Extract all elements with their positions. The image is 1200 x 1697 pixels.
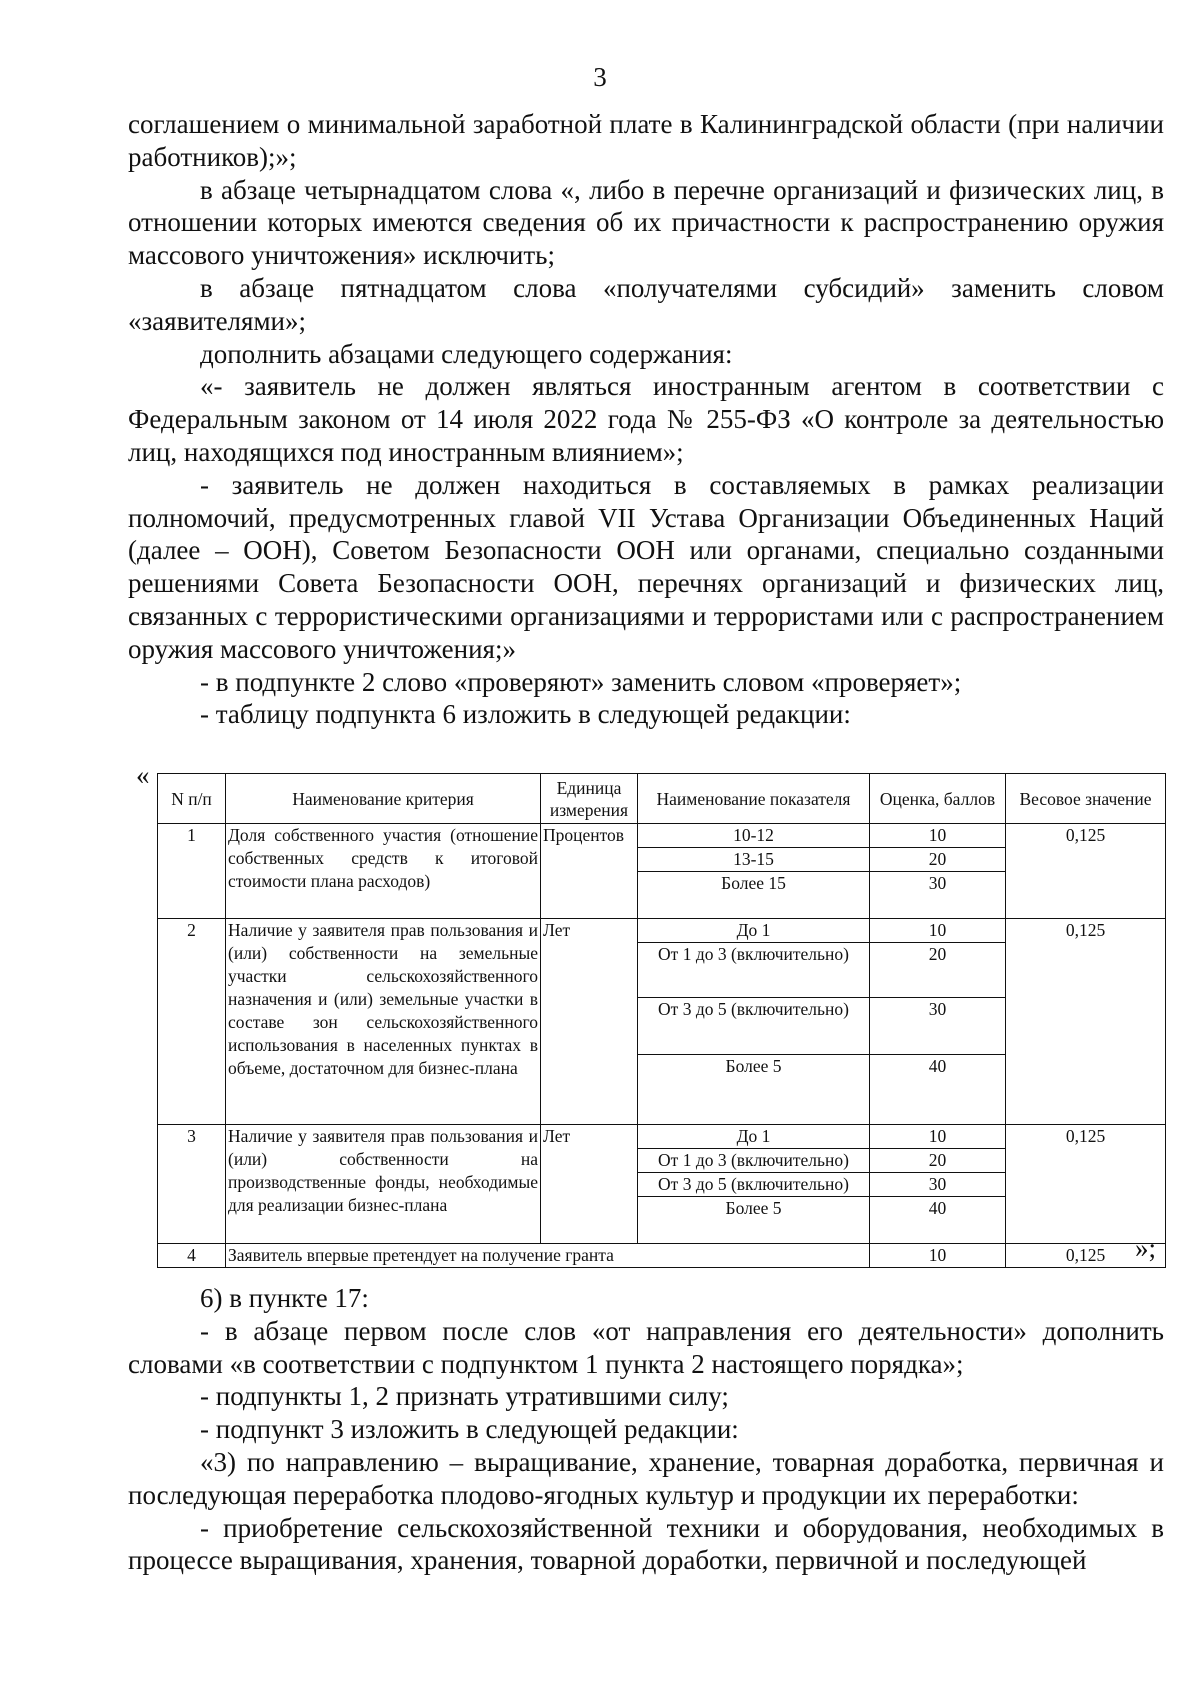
indicator-score: 20: [870, 848, 1006, 872]
paragraph: дополнить абзацами следующего содержания:: [200, 338, 733, 369]
indicator-score: 30: [870, 998, 1006, 1055]
paragraph: 6) в пункте 17:: [200, 1283, 369, 1313]
paragraph: - подпункты 1, 2 признать утратившими силу;: [200, 1381, 729, 1412]
indicator-name: От 3 до 5 (включительно): [638, 998, 870, 1055]
paragraph: - в абзаце первом после слов «от направления его деятельности» дополнить словами «в соответствии с подпунктом 1 пункта 2 настоящего порядка»;: [128, 1315, 1164, 1379]
row-unit: Лет: [541, 919, 638, 1125]
indicator-name: От 3 до 5 (включительно): [638, 1173, 870, 1197]
criteria-table: [157, 773, 1166, 1268]
table-row: [158, 919, 1166, 943]
row-number: 2: [158, 919, 226, 1125]
header-indicator: Наименование показателя: [638, 774, 870, 824]
paragraph: - в подпункте 2 слово «проверяют» заменить словом «проверяет»;: [200, 666, 962, 697]
row-criterion: Заявитель впервые претендует на получение гранта: [226, 1244, 870, 1268]
header-number: N п/п: [158, 774, 226, 824]
indicator-score: 20: [870, 1149, 1006, 1173]
page-number: 3: [593, 62, 607, 92]
indicator-name: От 1 до 3 (включительно): [638, 943, 870, 998]
row-unit: Процентов: [541, 824, 638, 919]
quote-open: «: [136, 760, 150, 790]
indicator-score: 30: [870, 872, 1006, 919]
indicator-score: 10: [870, 1125, 1006, 1149]
header-criterion: Наименование критерия: [226, 774, 541, 824]
header-unit: Единица измерения: [541, 774, 638, 824]
row-weight: 0,125: [1006, 824, 1166, 919]
paragraph: «3) по направлению – выращивание, хранение, товарная доработка, первичная и последующая переработка плодово-ягодных культур и продукции их переработки:: [128, 1446, 1164, 1510]
table-row: [158, 1244, 1166, 1268]
row-criterion: Наличие у заявителя прав пользования и (или) собственности на производственные фонды, необходимые для реализации бизнес-плана: [226, 1125, 541, 1244]
paragraph: - подпункт 3 изложить в следующей редакции:: [200, 1414, 739, 1445]
row-number: 3: [158, 1125, 226, 1244]
header-weight: Весовое значение: [1006, 774, 1166, 824]
indicator-name: Более 5: [638, 1055, 870, 1125]
indicator-name: 10-12: [638, 824, 870, 848]
row-criterion: Наличие у заявителя прав пользования и (или) собственности на земельные участки сельскохозяйственного назначения и (или) земельные участки в составе зон сельскохозяйственного использования в населенных пунктах в объеме, достаточном для бизнес-плана: [226, 919, 541, 1125]
indicator-score: 40: [870, 1055, 1006, 1125]
header-score: Оценка, баллов: [870, 774, 1006, 824]
row-number: 4: [158, 1244, 226, 1268]
paragraph: «- заявитель не должен являться иностранным агентом в соответствии с Федеральным законом от 14 июля 2022 года № 255-ФЗ «О контроле за деятельностью лиц, находящихся под иностранным влиянием»;: [128, 371, 1164, 467]
indicator-name: От 1 до 3 (включительно): [638, 1149, 870, 1173]
row-weight: 0,125: [1006, 919, 1166, 1125]
paragraph: в абзаце четырнадцатом слова «, либо в перечне организаций и физических лиц, в отношении которых имеются сведения об их причастности к распространению оружия массового уничтожения» исключить;: [128, 174, 1164, 271]
row-unit: Лет: [541, 1125, 638, 1244]
row-number: 1: [158, 824, 226, 919]
row-criterion: Доля собственного участия (отношение собственных средств к итоговой стоимости плана расходов): [226, 824, 541, 919]
indicator-name: 13-15: [638, 848, 870, 872]
table-row: [158, 824, 1166, 848]
row-score: 10: [870, 1244, 1006, 1268]
indicator-name: Более 5: [638, 1197, 870, 1244]
indicator-score: 20: [870, 943, 1006, 998]
indicator-score: 10: [870, 824, 1006, 848]
body-text-top: [128, 108, 1164, 731]
table-header-row: [158, 774, 1166, 824]
paragraph: - таблицу подпункта 6 изложить в следующей редакции:: [200, 699, 851, 730]
paragraph: - приобретение сельскохозяйственной техники и оборудования, необходимых в процессе выращивания, хранения, товарной доработки, первичной и последующей: [128, 1512, 1164, 1576]
table-row: [158, 1125, 1166, 1149]
body-text-bottom: [128, 1282, 1164, 1577]
indicator-name: До 1: [638, 919, 870, 943]
row-weight: 0,125: [1006, 1244, 1166, 1268]
indicator-score: 30: [870, 1173, 1006, 1197]
indicator-name: Более 15: [638, 872, 870, 919]
row-weight: 0,125: [1006, 1125, 1166, 1244]
indicator-score: 40: [870, 1197, 1006, 1244]
quote-close: »;: [1135, 1233, 1157, 1263]
paragraph: соглашением о минимальной заработной плате в Калининградской области (при наличии работников);»;: [128, 109, 1164, 172]
paragraph: в абзаце пятнадцатом слова «получателями субсидий» заменить словом «заявителями»;: [128, 272, 1164, 336]
indicator-score: 10: [870, 919, 1006, 943]
paragraph: - заявитель не должен находиться в составляемых в рамках реализации полномочий, предусмотренных главой VII Устава Организации Объединенных Наций (далее – ООН), Советом Безопасности ООН или органами, специально созданными решениями Совета Безопасности ООН, перечнях организаций и физических лиц, связанных с террористическими организациями и террористами или с распространением оружия массового уничтожения;»: [128, 469, 1164, 664]
indicator-name: До 1: [638, 1125, 870, 1149]
